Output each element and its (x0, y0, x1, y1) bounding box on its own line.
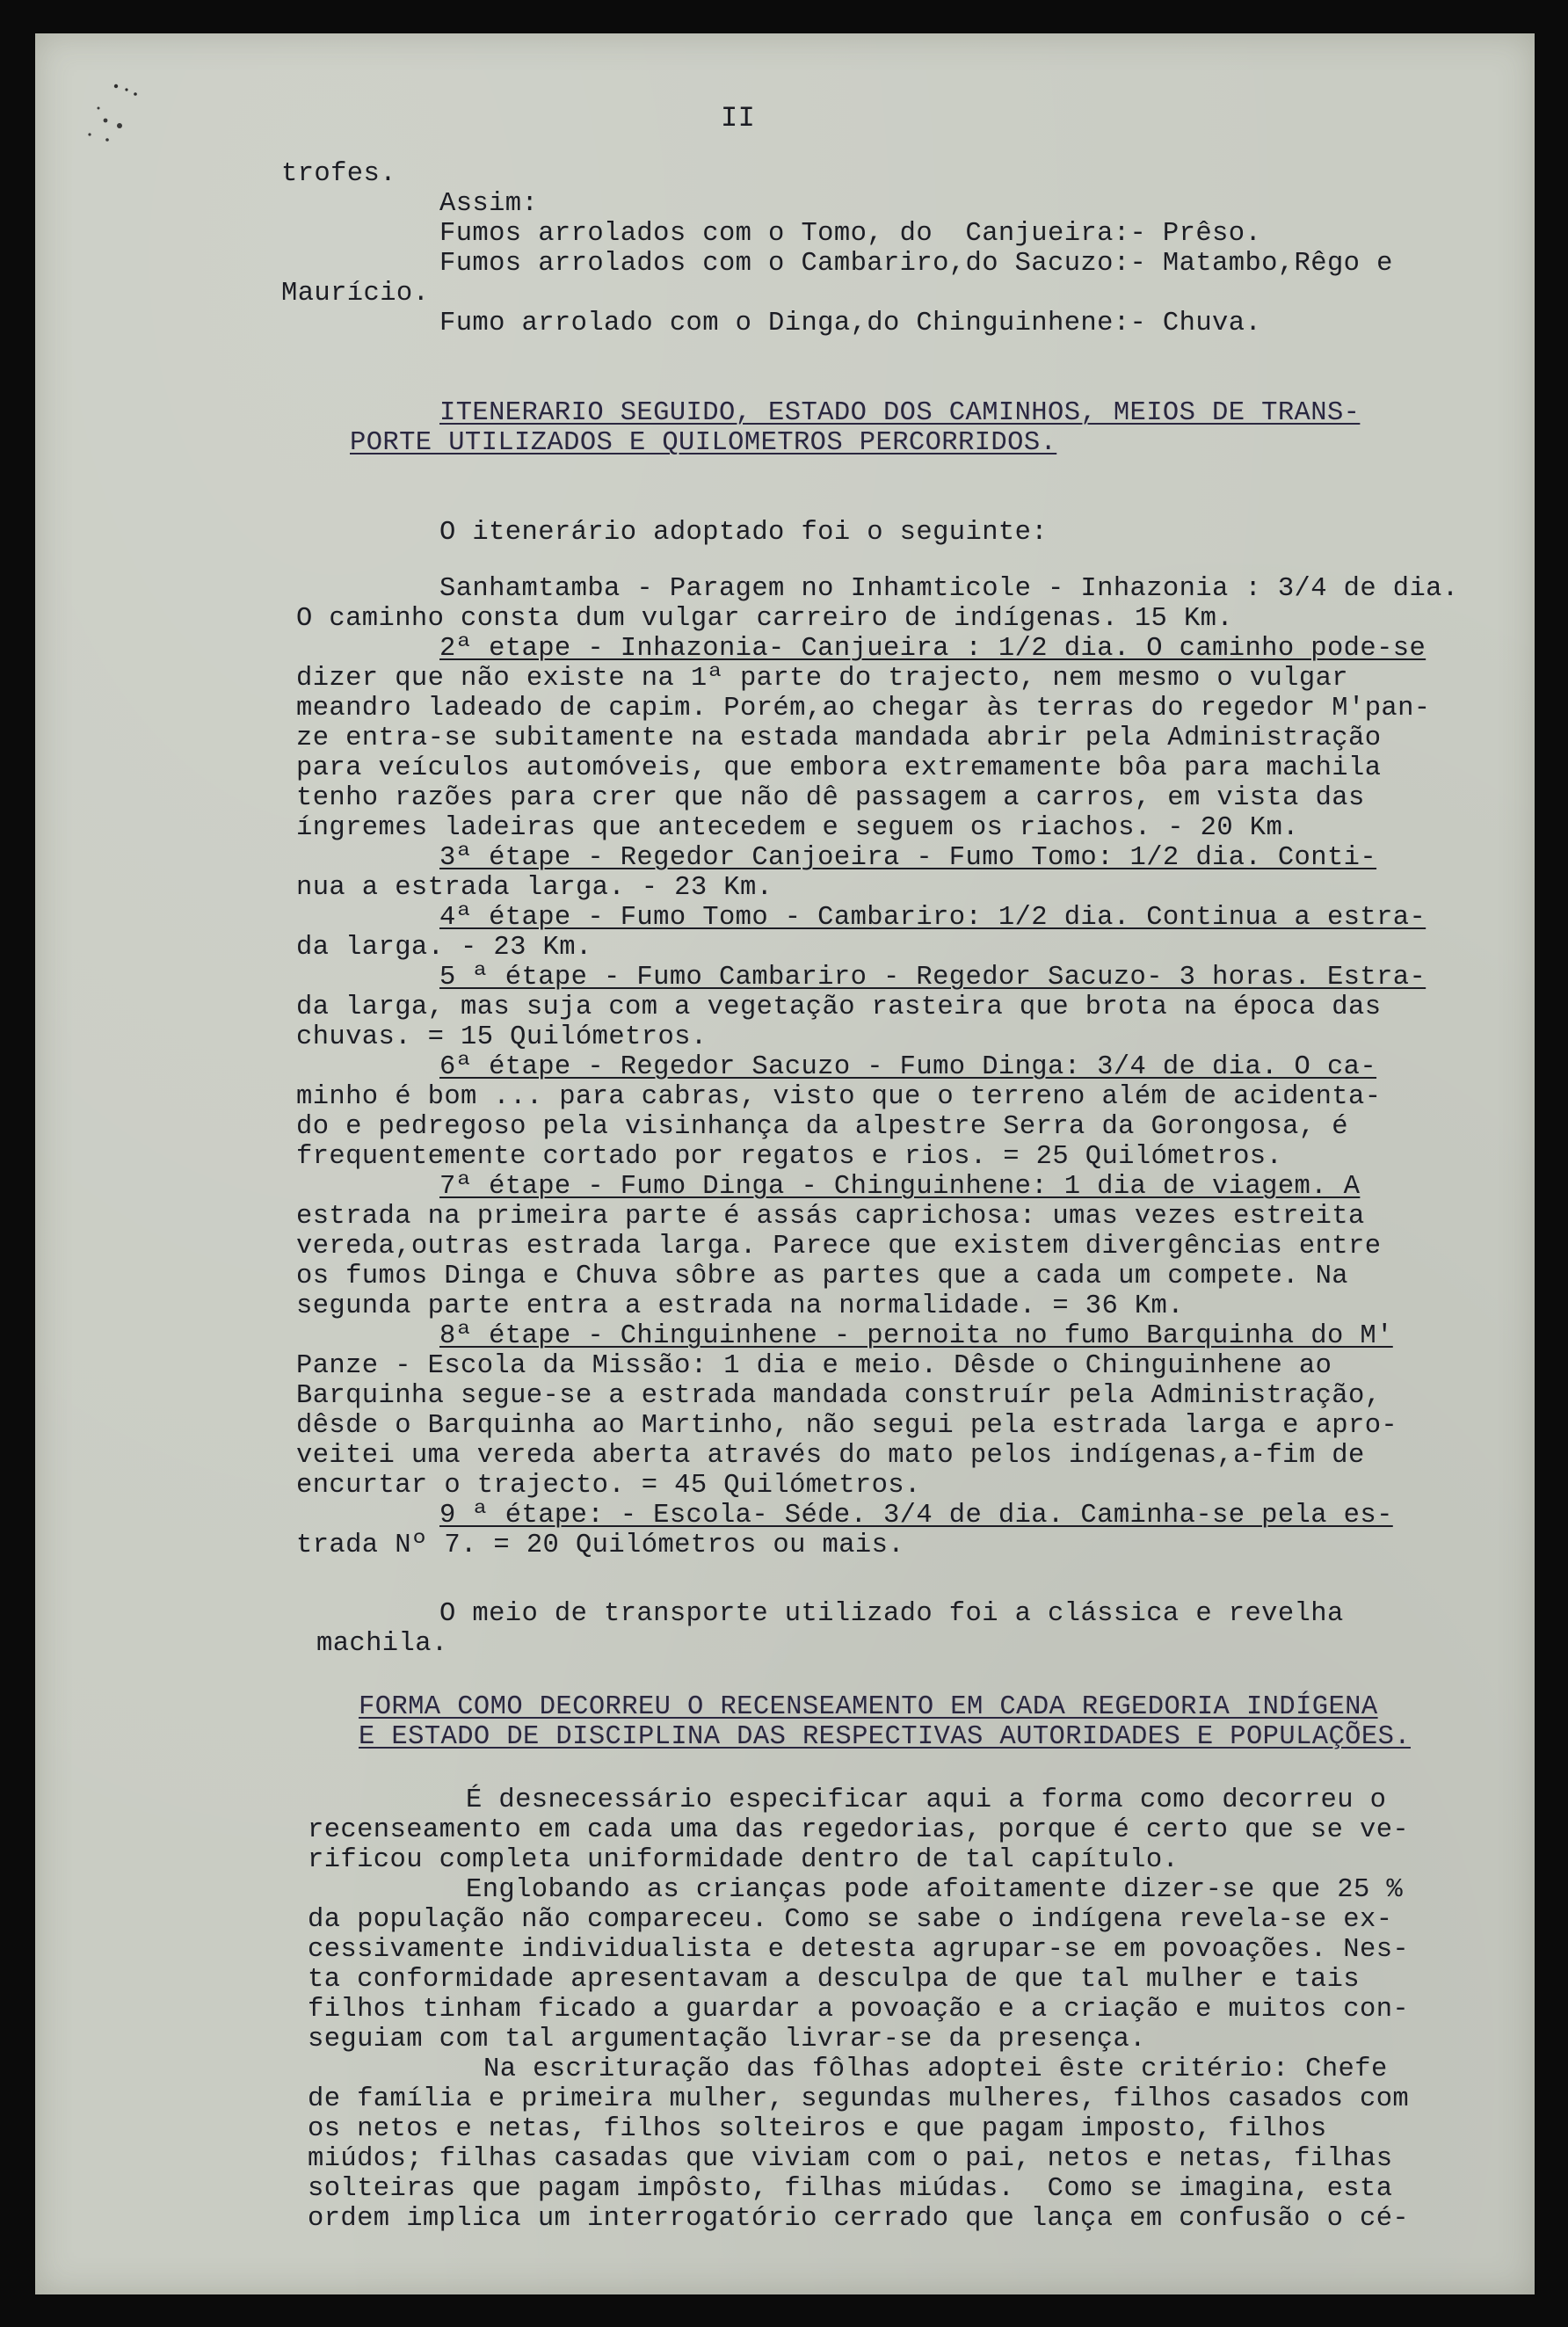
text-line: Na escrituração das fôlhas adoptei êste critério: Chefe (483, 2054, 1388, 2084)
text-line: recenseamento em cada uma das regedorias, porque é certo que se ve- (308, 1815, 1410, 1845)
stage-line: 2ª etape - Inhazonia- Canjueira : 1/2 dia. O caminho pode-se (439, 634, 1426, 664)
text-line: O itenerário adoptado foi o seguinte: (439, 518, 1049, 548)
text-line: solteiras que pagam impôsto, filhas miúdas. Como se imagina, esta (308, 2174, 1393, 2204)
text-line: minho é bom ... para cabras, visto que o terreno além de acidenta- (296, 1082, 1382, 1112)
ink-speck (125, 88, 127, 91)
ink-speck (104, 119, 108, 123)
ink-specks (81, 82, 186, 205)
text-line: Maurício. (281, 279, 430, 309)
section-heading: E ESTADO DE DISCIPLINA DAS RESPECTIVAS AUTORIDADES E POPULAÇÕES. (359, 1722, 1411, 1752)
text-line: os netos e netas, filhos solteiros e que pagam imposto, filhos (308, 2114, 1327, 2144)
text-line: vereda,outras estrada larga. Parece que existem divergências entre (296, 1232, 1382, 1262)
text-line: Assim: (439, 189, 539, 219)
text-line: estrada na primeira parte é assás caprichosa: umas vezes estreita (296, 1202, 1365, 1232)
text-line: dizer que não existe na 1ª parte do trajecto, nem mesmo o vulgar (296, 664, 1348, 694)
stage-line: 8ª étape - Chinguinhene - pernoita no fumo Barquinha do M' (439, 1321, 1393, 1351)
section-heading: FORMA COMO DECORREU O RECENSEAMENTO EM CADA REGEDORIA INDÍGENA (359, 1692, 1378, 1722)
text-line: trofes. (281, 159, 396, 189)
text-line: O meio de transporte utilizado foi a clássica e revelha (439, 1599, 1344, 1629)
text-line: machila. (316, 1629, 448, 1659)
text-line: Fumos arrolados com o Tomo, do Canjueira:- Prêso. (439, 219, 1262, 249)
ink-speck (117, 123, 122, 128)
text-line: seguiam com tal argumentação livrar-se da presença. (308, 2025, 1146, 2054)
text-line: da larga. - 23 Km. (296, 933, 592, 963)
text-line: trada Nº 7. = 20 Quilómetros ou mais. (296, 1531, 905, 1560)
text-line: da população não compareceu. Como se sabe o indígena revela-se ex- (308, 1905, 1393, 1935)
text-line: É desnecessário especificar aqui a forma como decorreu o (466, 1785, 1387, 1815)
document-page (35, 33, 1535, 2294)
stage-line: 3ª étape - Regedor Canjoeira - Fumo Tomo: 1/2 dia. Conti- (439, 843, 1377, 873)
ink-speck (134, 92, 137, 96)
stage-line: 7ª étape - Fumo Dinga - Chinguinhene: 1 dia de viagem. A (439, 1172, 1361, 1202)
text-line: Sanhamtamba - Paragem no Inhamticole - Inhazonia : 3/4 de dia. (439, 574, 1459, 604)
text-line: chuvas. = 15 Quilómetros. (296, 1022, 708, 1052)
page-number: II (721, 102, 756, 135)
ink-speck (98, 107, 100, 110)
text-line: íngremes ladeiras que antecedem e seguem os riachos. - 20 Km. (296, 813, 1299, 843)
ink-speck (88, 133, 91, 135)
text-line: cessivamente individualista e detesta agrupar-se em povoações. Nes- (308, 1935, 1410, 1965)
text-line: encurtar o trajecto. = 45 Quilómetros. (296, 1471, 921, 1501)
text-line: tenho razões para crer que não dê passagem a carros, em vista das (296, 783, 1365, 813)
text-line: ze entra-se subitamente na estada mandada abrir pela Administração (296, 724, 1382, 753)
text-line: miúdos; filhas casadas que viviam com o pai, netos e netas, filhas (308, 2144, 1393, 2174)
text-line: segunda parte entra a estrada na normalidade. = 36 Km. (296, 1291, 1184, 1321)
text-line: os fumos Dinga e Chuva sôbre as partes que a cada um compete. Na (296, 1262, 1348, 1291)
text-line: frequentemente cortado por regatos e rios. = 25 Quilómetros. (296, 1142, 1283, 1172)
text-line: veitei uma vereda aberta através do mato pelos indígenas,a-fim de (296, 1441, 1365, 1471)
text-line: da larga, mas suja com a vegetação rasteira que brota na época das (296, 993, 1382, 1022)
text-line: de família e primeira mulher, segundas mulheres, filhos casados com (308, 2084, 1410, 2114)
text-line: nua a estrada larga. - 23 Km. (296, 873, 773, 903)
section-heading: ITENERARIO SEGUIDO, ESTADO DOS CAMINHOS, MEIOS DE TRANS- (439, 398, 1361, 428)
text-line: meandro ladeado de capim. Porém,ao chegar às terras do regedor M'pan- (296, 694, 1431, 724)
stage-line: 5 ª étape - Fumo Cambariro - Regedor Sacuzo- 3 horas. Estra- (439, 963, 1426, 993)
stage-line: 9 ª étape: - Escola- Séde. 3/4 de dia. Caminha-se pela es- (439, 1501, 1393, 1531)
text-line: Panze - Escola da Missão: 1 dia e meio. Dêsde o Chinguinhene ao (296, 1351, 1332, 1381)
ink-speck (105, 138, 109, 142)
text-line: para veículos automóveis, que embora extremamente bôa para machila (296, 753, 1382, 783)
text-line: do e pedregoso pela visinhança da alpestre Serra da Gorongosa, é (296, 1112, 1348, 1142)
text-line: ta conformidade apresentavam a desculpa de que tal mulher e tais (308, 1965, 1360, 1995)
text-line: ordem implica um interrogatório cerrado que lança em confusão o cé- (308, 2204, 1410, 2234)
text-line: Englobando as crianças pode afoitamente dizer-se que 25 % (466, 1875, 1404, 1905)
text-line: Fumo arrolado com o Dinga,do Chinguinhene:- Chuva. (439, 309, 1262, 338)
text-line: Barquinha segue-se a estrada mandada construír pela Administração, (296, 1381, 1382, 1411)
text-line: filhos tinham ficado a guardar a povoação e a criação e muitos con- (308, 1995, 1410, 2025)
ink-speck (114, 84, 118, 88)
text-line: O caminho consta dum vulgar carreiro de indígenas. 15 Km. (296, 604, 1234, 634)
text-line: rificou completa uniformidade dentro de tal capítulo. (308, 1845, 1180, 1875)
text-line: Fumos arrolados com o Cambariro,do Sacuzo:- Matambo,Rêgo e (439, 249, 1393, 279)
stage-line: 6ª étape - Regedor Sacuzo - Fumo Dinga: 3/4 de dia. O ca- (439, 1052, 1377, 1082)
stage-line: 4ª étape - Fumo Tomo - Cambariro: 1/2 dia. Continua a estra- (439, 903, 1426, 933)
section-heading: PORTE UTILIZADOS E QUILOMETROS PERCORRIDOS. (350, 428, 1057, 458)
text-line: dêsde o Barquinha ao Martinho, não segui pela estrada larga e apro- (296, 1411, 1398, 1441)
